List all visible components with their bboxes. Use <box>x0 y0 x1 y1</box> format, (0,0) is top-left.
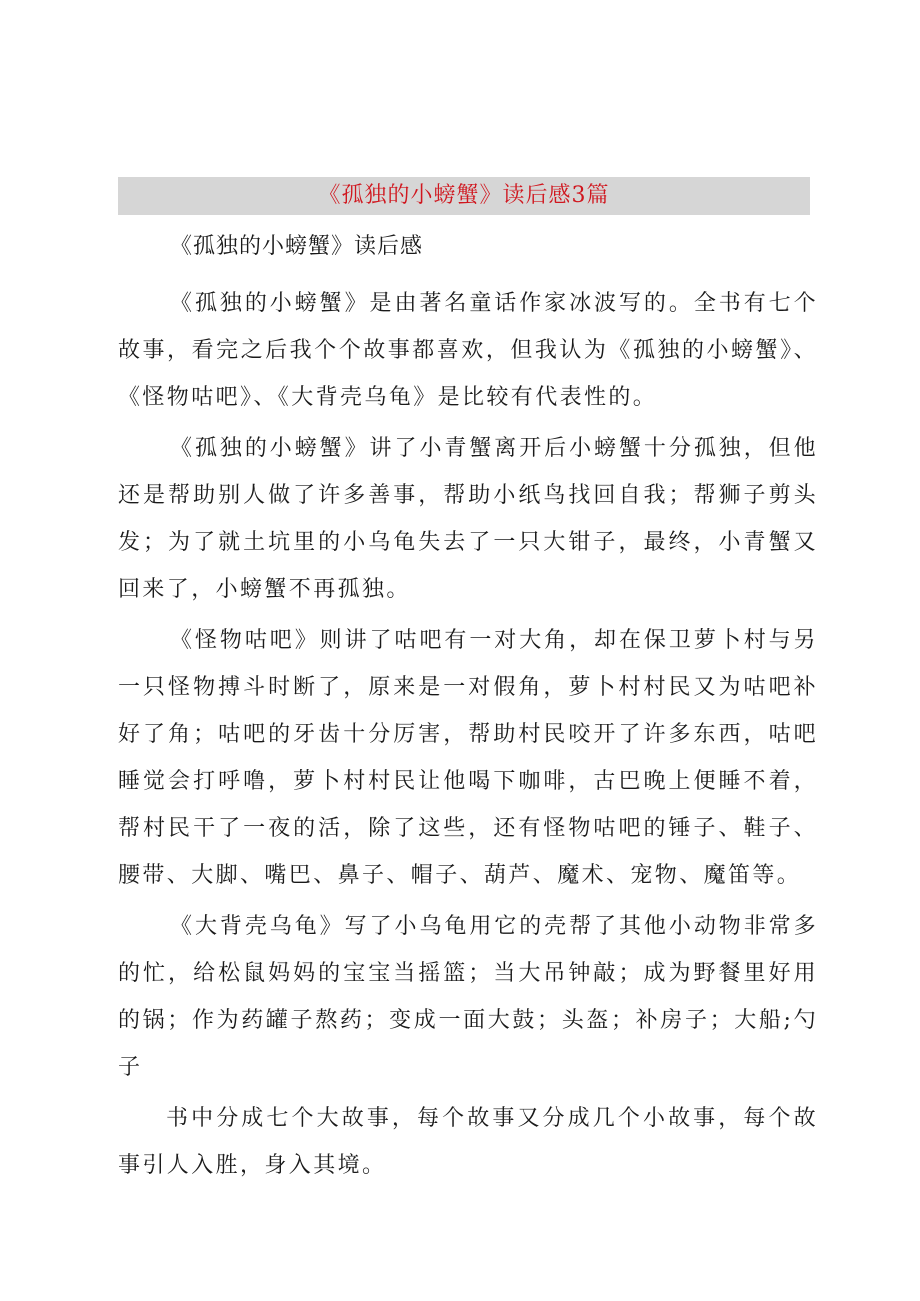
title-bar <box>118 177 810 215</box>
paragraph-summary: 书中分成七个大故事，每个故事又分成几个小故事，每个故事引人入胜，身入其境。 <box>118 1106 818 1178</box>
paragraph-big-shell-turtle: 《大背壳乌龟》写了小乌龟用它的壳帮了其他小动物非常多的忙，给松鼠妈妈的宝宝当摇篮；当大吊钟敲；成为野餐里好用的锅；作为药罐子熬药；变成一面大鼓；头盔；补房子；大船;勺子 <box>118 914 818 1080</box>
document-body <box>118 230 818 1193</box>
document-title: 《孤独的小螃蟹》读后感3篇 <box>318 183 610 208</box>
document-subtitle: 《孤独的小螃蟹》读后感 <box>170 234 424 259</box>
paragraph-lonely-crab: 《孤独的小螃蟹》讲了小青蟹离开后小螃蟹十分孤独，但他还是帮助别人做了许多善事，帮助小纸鸟找回自我；帮狮子剪头发；为了就土坑里的小乌龟失去了一只大钳子，最终，小青蟹又回来了，小螃蟹不再孤独。 <box>118 436 818 602</box>
paragraph-intro: 《孤独的小螃蟹》是由著名童话作家冰波写的。全书有七个故事，看完之后我个个故事都喜欢，但我认为《孤独的小螃蟹》、《怪物咕吧》、《大背壳乌龟》是比较有代表性的。 <box>118 291 818 410</box>
paragraph-monster-guba: 《怪物咕吧》则讲了咕吧有一对大角，却在保卫萝卜村与另一只怪物搏斗时断了，原来是一对假角，萝卜村村民又为咕吧补好了角；咕吧的牙齿十分厉害，帮助村民咬开了许多东西，咕吧睡觉会打呼噜，萝卜村村民让他喝下咖啡，古巴晚上便睡不着，帮村民干了一夜的活，除了这些，还有怪物咕吧的锤子、鞋子、腰带、大脚、嘴巴、鼻子、帽子、葫芦、魔术、宠物、魔笛等。 <box>118 628 818 888</box>
